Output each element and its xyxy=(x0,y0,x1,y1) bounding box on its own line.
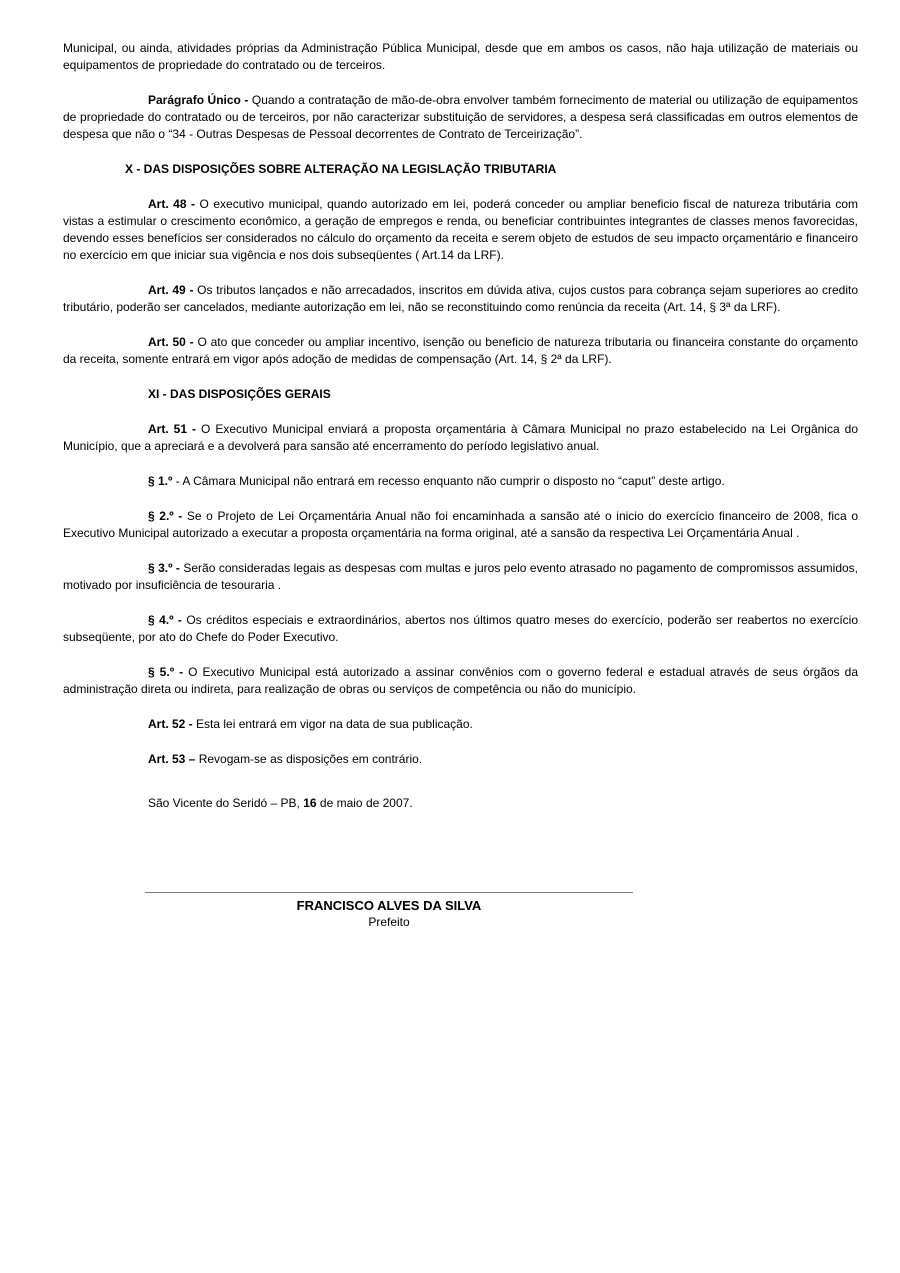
par-1-label: § 1.º xyxy=(148,474,173,488)
paragraph-par-2 xyxy=(63,508,858,542)
dateline-prefix: São Vicente do Seridó – PB, xyxy=(148,796,304,810)
par-5-label: § 5.º - xyxy=(148,665,189,679)
par-4-label: § 4.º - xyxy=(148,613,187,627)
paragraph-par-3 xyxy=(63,560,858,594)
paragraph-art-51 xyxy=(63,421,858,455)
paragraph-continuation xyxy=(63,40,858,74)
paragraph-text: Os tributos lançados e não arrecadados, inscritos em dúvida ativa, cujos custos para cobrança sejam superiores ao credito tributário, poderão ser cancelados, mediante autorização em lei, não se reconstituindo como renúncia da receita (Art. 14, § 3ª da LRF). xyxy=(63,283,859,314)
par-2-label: § 2.º - xyxy=(148,509,187,523)
art-48-label: Art. 48 - xyxy=(148,197,200,211)
paragraph-art-53 xyxy=(63,751,858,768)
paragraph-text: Se o Projeto de Lei Orçamentária Anual não foi encaminhada a sansão até o inicio do exercício financeiro de 2008, fica o Executivo Municipal autorizado a executar a proposta orçamentária na forma original, até a sansão da respectiva Lei Orçamentária Anual . xyxy=(63,509,858,540)
paragraph-par-4 xyxy=(63,612,858,646)
paragrafo-unico-label: Parágrafo Único - xyxy=(148,93,252,107)
art-51-label: Art. 51 - xyxy=(148,422,202,436)
paragraph-text: Esta lei entrará em vigor na data de sua publicação. xyxy=(196,717,473,731)
paragraph-art-49 xyxy=(63,282,858,316)
paragraph-text: O Executivo Municipal está autorizado a assinar convênios com o governo federal e estadual através de seus órgãos da administração direta ou indireta, para realização de obras ou serviços de competência ou não do município. xyxy=(63,665,859,696)
paragraph-art-48 xyxy=(63,196,858,264)
paragraph-text: Os créditos especiais e extraordinários, abertos nos últimos quatro meses do exercício, poderão ser reabertos no exercício subseqüente, por ato do Chefe do Poder Executivo. xyxy=(63,613,859,644)
dateline-suffix: de maio de 2007. xyxy=(316,796,413,810)
art-52-label: Art. 52 - xyxy=(148,717,197,731)
signature-block xyxy=(145,892,633,931)
paragraph-text: Serão consideradas legais as despesas com multas e juros pelo evento atrasado no pagamento de compromissos assumidos, motivado por insuficiência de tesouraria . xyxy=(63,561,859,592)
dateline xyxy=(63,795,858,812)
paragraph-art-52 xyxy=(63,716,858,733)
paragraph-par-5 xyxy=(63,664,858,698)
dateline-day: 16 xyxy=(303,796,317,810)
paragraph-text: Municipal, ou ainda, atividades próprias da Administração Pública Municipal, desde que em ambos os casos, não haja utilização de materiais ou equipamentos de propriedade do contratado ou de terceiros. xyxy=(63,41,858,72)
signature-line xyxy=(145,892,633,893)
art-49-label: Art. 49 - xyxy=(148,283,198,297)
art-50-label: Art. 50 - xyxy=(148,335,198,349)
section-heading-xi: XI - DAS DISPOSIÇÕES GERAIS xyxy=(148,387,331,401)
paragraph-paragrafo-unico xyxy=(63,92,858,143)
paragraph-art-50 xyxy=(63,334,858,368)
paragraph-text: - A Câmara Municipal não entrará em recesso enquanto não cumprir o disposto no “caput” deste artigo. xyxy=(172,474,725,488)
signature-name: FRANCISCO ALVES DA SILVA xyxy=(296,898,482,913)
paragraph-text: O Executivo Municipal enviará a proposta orçamentária à Câmara Municipal no prazo estabelecido na Lei Orgânica do Município, que a apreciará e a devolverá para sansão até encerramento do período legislativo anual. xyxy=(63,422,858,453)
paragraph-text: O executivo municipal, quando autorizado em lei, poderá conceder ou ampliar beneficio fiscal de natureza tributária com vistas a estimular o crescimento econômico, a geração de empregos e renda, ou beneficiar contribuintes integrantes de classes menos favorecidas, devendo esses benefícios ser considerados no cálculo do orçamento da receita e serem objeto de estudos de seu impacto orçamentário e financeiro no exercício em que iniciar sua vigência e nos dois subseqüentes ( Art.14 da LRF). xyxy=(63,197,858,262)
signature-role: Prefeito xyxy=(368,915,410,929)
paragraph-text: O ato que conceder ou ampliar incentivo, isenção ou beneficio de natureza tributaria ou financeira constante do orçamento da receita, somente entrará em vigor após adoção de medidas de compensação (Art. 14, § 2ª da LRF). xyxy=(63,335,859,366)
art-53-label: Art. 53 – xyxy=(148,752,199,766)
par-3-label: § 3.º - xyxy=(148,561,184,575)
section-heading-x: X - DAS DISPOSIÇÕES SOBRE ALTERAÇÃO NA LEGISLAÇÃO TRIBUTARIA xyxy=(125,162,557,176)
paragraph-text: Quando a contratação de mão-de-obra envolver também fornecimento de material ou utilização de equipamentos de propriedade do contratado ou de terceiros, por não caracterizar substituição de servidores, a despesa será classificadas em outros elementos de despesa que não o “34 - Outras Despesas de Pessoal decorrentes de Contrato de Terceirização”. xyxy=(63,93,859,141)
paragraph-text: Revogam-se as disposições em contrário. xyxy=(198,752,423,766)
paragraph-par-1 xyxy=(63,473,858,490)
